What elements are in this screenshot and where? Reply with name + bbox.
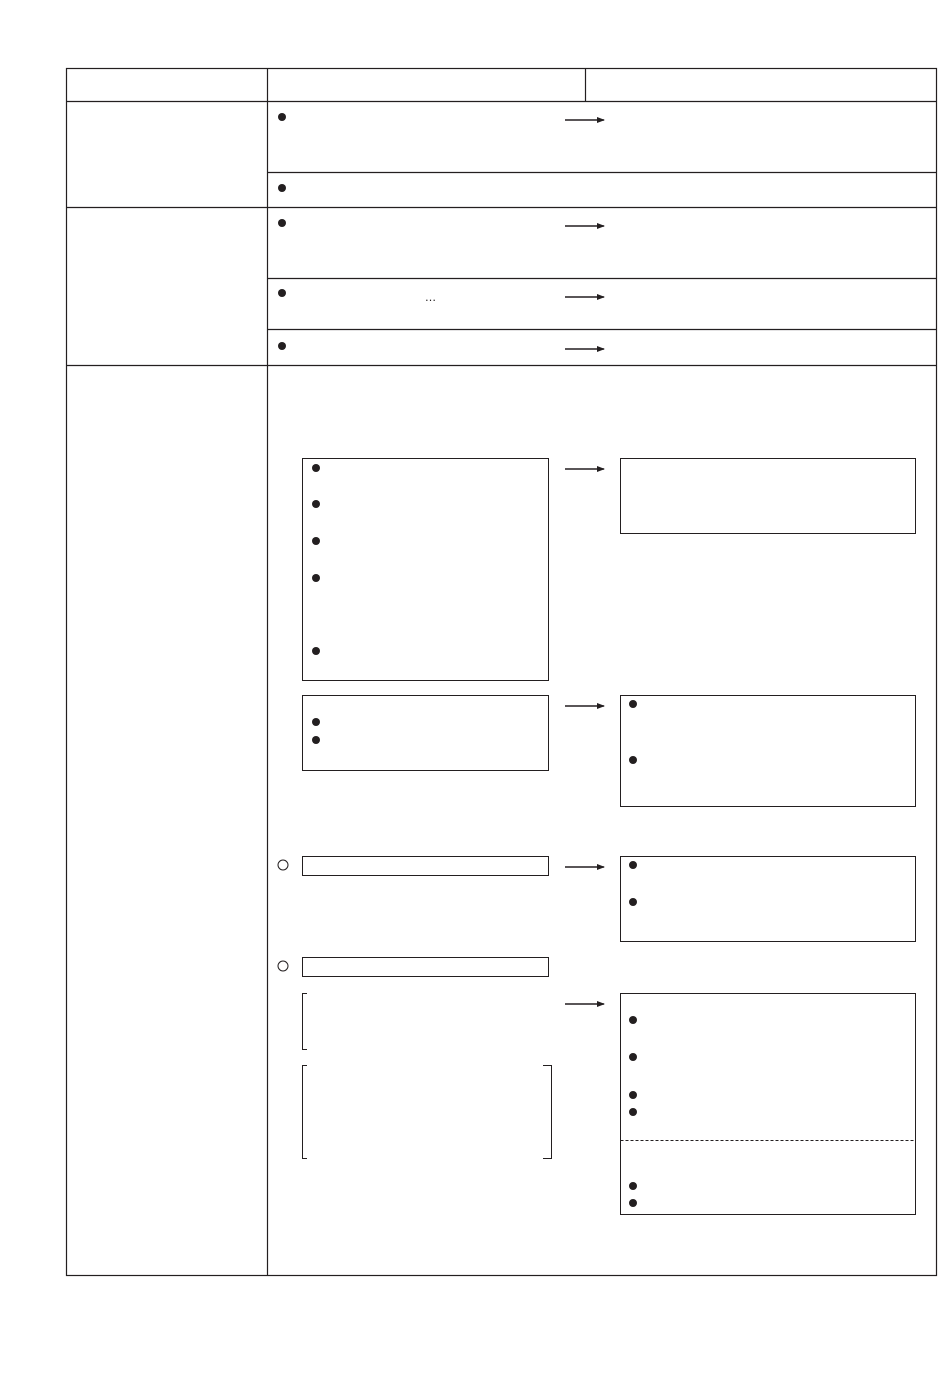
- ellipsis-mark: …: [425, 291, 436, 304]
- filled-bullet-icon: [629, 1016, 637, 1024]
- table-grid: [67, 69, 937, 1276]
- right-box-a: [621, 459, 916, 534]
- filled-bullet-icon: [312, 736, 320, 744]
- right-bracket-2: [543, 1066, 552, 1159]
- left-bracket-1: [303, 994, 308, 1050]
- filled-bullet-icon: [312, 718, 320, 726]
- filled-bullet-icon: [629, 1182, 637, 1190]
- filled-bullet-icon: [629, 898, 637, 906]
- left-box-a: [303, 459, 549, 681]
- left-box-b: [303, 696, 549, 771]
- filled-bullet-icon: [278, 184, 286, 192]
- filled-bullet-icon: [629, 700, 637, 708]
- filled-bullet-icon: [312, 574, 320, 582]
- hollow-circle-icon: [278, 961, 288, 971]
- filled-bullet-icon: [278, 113, 286, 121]
- left-bracket-2: [303, 1066, 308, 1159]
- left-field-d: [303, 958, 549, 977]
- right-box-d: [621, 994, 916, 1215]
- filled-bullet-icon: [312, 464, 320, 472]
- hollow-circle-icon: [278, 860, 288, 870]
- table-border: [67, 69, 937, 1276]
- left-field-c: [303, 857, 549, 876]
- filled-bullet-icon: [629, 1108, 637, 1116]
- filled-bullet-icon: [629, 1199, 637, 1207]
- filled-bullet-icon: [278, 289, 286, 297]
- right-box-c: [621, 857, 916, 942]
- filled-bullet-icon: [312, 647, 320, 655]
- filled-bullet-icon: [278, 219, 286, 227]
- filled-bullet-icon: [278, 342, 286, 350]
- filled-bullet-icon: [312, 537, 320, 545]
- filled-bullet-icon: [629, 1091, 637, 1099]
- filled-bullet-icon: [629, 861, 637, 869]
- filled-bullet-icon: [629, 756, 637, 764]
- filled-bullet-icon: [629, 1053, 637, 1061]
- right-box-b: [621, 696, 916, 807]
- filled-bullet-icon: [312, 500, 320, 508]
